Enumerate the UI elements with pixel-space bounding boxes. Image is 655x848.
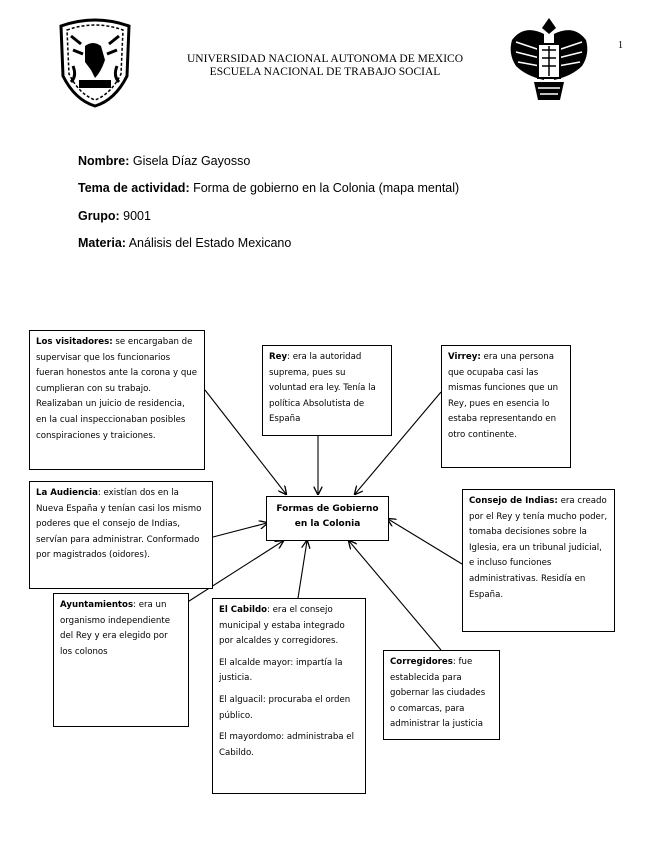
node-virrey-text: era una persona que ocupaba casi las mismas funciones que un Rey, pues en esencia lo estaba representando en otro continente. [448,352,559,440]
node-cabildo-mayordomo: El mayordomo: administraba el Cabildo. [219,732,354,758]
page-number: 1 [618,40,623,51]
node-visitadores [29,330,205,470]
node-consejo-text: era creado por el Rey y tenía mucho poder, tomaba decisiones sobre la Iglesia, era un tribunal judicial, e incluso funciones administrativas. Residía en España. [469,496,608,600]
node-audiencia-title: La Audiencia [36,488,98,498]
node-corregidores [383,650,500,740]
node-consejo [462,489,615,632]
subject-value: Análisis del Estado Mexicano [125,236,292,250]
group-value: 9001 [119,209,151,223]
name-value: Gisela Díaz Gayosso [129,154,251,168]
school-name: ESCUELA NACIONAL DE TRABAJO SOCIAL [209,66,441,78]
node-cabildo [212,598,366,794]
node-visitadores-text: se encargaban de supervisar que los funcionarios fueran honestos ante la corona y que cumplieran con su trabajo. Realizaban un juicio de residencia, en la cual inspeccionaban posibles conspiraciones y traiciones. [36,337,198,441]
node-audiencia [29,481,213,589]
arrow-consejo [388,519,462,564]
node-ayuntamientos-title: Ayuntamientos [60,600,134,610]
topic-value: Forma de gobierno en la Colonia (mapa mental) [189,181,460,195]
node-cabildo-intro [219,603,359,650]
node-consejo-title: Consejo de Indias: [469,496,558,506]
node-cabildo-title: El Cabildo [219,605,268,615]
center-node-text: Formas de Gobierno en la Colonia [276,504,379,529]
name-label: Nombre: [78,154,130,168]
subject-label: Materia: [78,236,126,250]
node-rey-text: : era la autoridad suprema, pues su voluntad era ley. Tenía la política Absolutista de España [269,352,376,425]
node-visitadores-title: Los visitadores: [36,337,113,347]
node-audiencia-text: : existían dos en la Nueva España y tenían casi los mismo poderes que el consejo de Indias, servían para administrar. Conformado por magistrados (oidores). [36,488,202,561]
university-name: UNIVERSIDAD NACIONAL AUTONOMA DE MEXICO [187,53,463,65]
node-corregidores-title: Corregidores [390,657,453,667]
node-virrey-title: Virrey: [448,352,481,362]
arrow-cabildo [298,541,307,598]
node-corregidores-text: : fue establecida para gobernar las ciudades o comarcas, para administrar la justicia [390,657,486,730]
node-cabildo-alcalde: El alcalde mayor: impartía la justicia. [219,657,343,684]
node-cabildo-alguacil: El alguacil: procuraba el orden público. [219,694,351,721]
node-cabildo-text: : era el consejo municipal y estaba integrado por alcaldes y corregidores. [219,605,345,647]
group-label: Grupo: [78,209,120,223]
node-rey-title: Rey [269,352,288,362]
center-node [266,496,389,541]
node-ayuntamientos-text: : era un organismo independiente del Rey y era elegido por los colonos [60,600,171,657]
topic-label: Tema de actividad: [78,181,190,195]
node-ayuntamientos [53,593,189,727]
node-rey [262,345,392,436]
node-virrey [441,345,571,468]
arrow-audiencia [213,523,267,537]
